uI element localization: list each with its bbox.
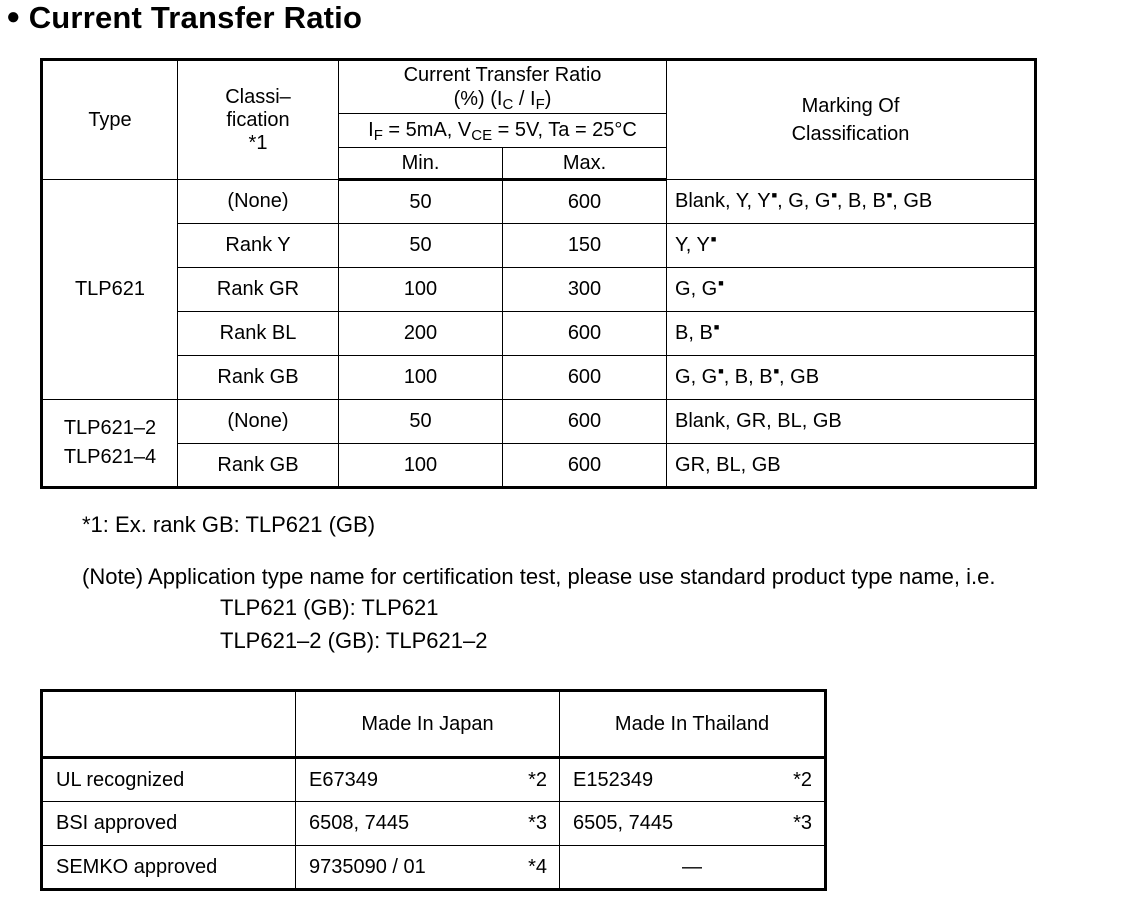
japan-number: E67349: [296, 758, 496, 802]
min-cell: 100: [339, 444, 503, 488]
classification-cell: Rank GR: [178, 268, 339, 312]
header-ctr: Current Transfer Ratio (%) $(I_C / I_F)$: [339, 60, 667, 114]
current-transfer-ratio-table: [40, 58, 1037, 489]
min-cell: 50: [339, 224, 503, 268]
classification-cell: (None): [178, 180, 339, 224]
cert-label: UL recognized: [42, 758, 296, 802]
table-row: [42, 802, 826, 846]
marking-cell: G, G■, B, B■, GB: [667, 356, 1036, 400]
japan-ref: *2: [496, 758, 560, 802]
thailand-ref: *2: [760, 758, 826, 802]
min-cell: 200: [339, 312, 503, 356]
header-marking: Marking Of Classification: [667, 60, 1036, 180]
square-icon: ■: [718, 278, 724, 288]
marking-cell: Blank, GR, BL, GB: [667, 400, 1036, 444]
title-text: Current Transfer Ratio: [28, 0, 363, 35]
square-icon: ■: [771, 190, 778, 200]
max-cell: 300: [503, 268, 667, 312]
header-min: Min.: [339, 148, 503, 180]
thailand-number: 6505, 7445: [560, 802, 760, 846]
header-conditions: $I_F = 5mA$, $V_{CE} = 5V$, Ta = 25°C: [339, 114, 667, 148]
table-row: [42, 312, 1036, 356]
classification-cell: (None): [178, 400, 339, 444]
type-tlp621-multi: TLP621–2 TLP621–4: [42, 400, 178, 488]
max-cell: 600: [503, 312, 667, 356]
note-main: (Note) Application type name for certification test, please use standard product type name, i.e.: [82, 564, 996, 589]
max-cell: 150: [503, 224, 667, 268]
table-row: [42, 224, 1036, 268]
square-icon: ■: [886, 190, 893, 200]
table-row: [42, 846, 826, 890]
header-max: Max.: [503, 148, 667, 180]
table-row: [42, 268, 1036, 312]
type-tlp621: TLP621: [42, 180, 178, 400]
min-cell: 50: [339, 180, 503, 224]
min-cell: 50: [339, 400, 503, 444]
header-classification: Classi– fication *1: [178, 60, 339, 180]
max-cell: 600: [503, 356, 667, 400]
square-icon: ■: [773, 366, 780, 376]
table-row: [42, 356, 1036, 400]
japan-number: 6508, 7445: [296, 802, 496, 846]
marking-cell: G, G■: [667, 268, 1036, 312]
min-cell: 100: [339, 356, 503, 400]
max-cell: 600: [503, 400, 667, 444]
square-icon: ■: [713, 322, 720, 332]
japan-ref: *4: [496, 846, 560, 890]
table-row: [42, 444, 1036, 488]
marking-cell: Blank, Y, Y■, G, G■, B, B■, GB: [667, 180, 1036, 224]
note-line-1: TLP621 (GB): TLP621: [220, 595, 439, 620]
table-row: [42, 758, 826, 802]
thailand-number: —: [560, 846, 826, 890]
min-cell: 100: [339, 268, 503, 312]
footnote-1: *1: Ex. rank GB: TLP621 (GB): [82, 512, 376, 537]
classification-cell: Rank BL: [178, 312, 339, 356]
thailand-ref: *3: [760, 802, 826, 846]
thailand-number: E152349: [560, 758, 760, 802]
header-made-in-japan: Made In Japan: [296, 691, 560, 758]
marking-cell: B, B■: [667, 312, 1036, 356]
max-cell: 600: [503, 444, 667, 488]
table-row: [42, 180, 1036, 224]
bullet-icon: ●: [6, 3, 21, 30]
note-line-2: TLP621–2 (GB): TLP621–2: [220, 628, 488, 653]
square-icon: ■: [710, 234, 717, 244]
marking-cell: GR, BL, GB: [667, 444, 1036, 488]
japan-number: 9735090 / 01: [296, 846, 496, 890]
certification-table: [40, 689, 827, 891]
japan-ref: *3: [496, 802, 560, 846]
classification-cell: Rank Y: [178, 224, 339, 268]
cert-label: BSI approved: [42, 802, 296, 846]
square-icon: ■: [831, 190, 837, 200]
square-icon: ■: [718, 366, 724, 376]
classification-cell: Rank GB: [178, 444, 339, 488]
header-made-in-thailand: Made In Thailand: [560, 691, 826, 758]
classification-cell: Rank GB: [178, 356, 339, 400]
page-title: [6, 0, 362, 36]
header-type: Type: [42, 60, 178, 180]
cert-label: SEMKO approved: [42, 846, 296, 890]
marking-cell: Y, Y■: [667, 224, 1036, 268]
max-cell: 600: [503, 180, 667, 224]
header-empty: [42, 691, 296, 758]
table-row: [42, 400, 1036, 444]
